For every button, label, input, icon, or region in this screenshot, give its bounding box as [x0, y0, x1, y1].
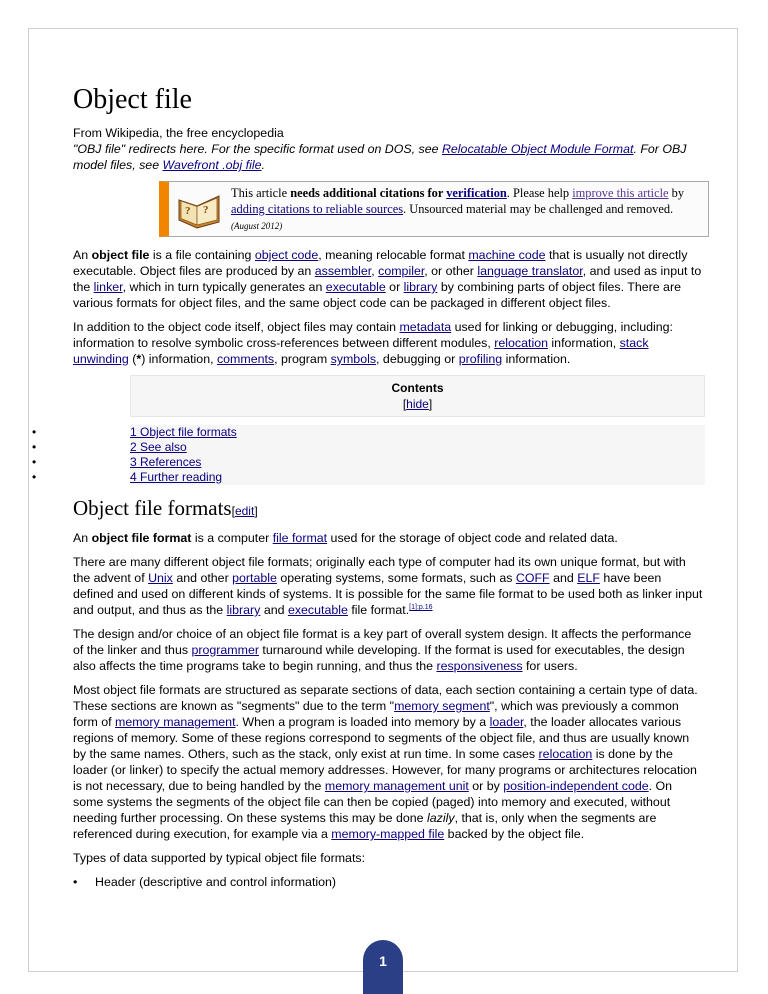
- link-pic[interactable]: position-independent code: [503, 779, 649, 793]
- link-adding-citations[interactable]: adding citations to reliable sources: [231, 202, 404, 216]
- from-line: From Wikipedia, the free encyclopedia: [73, 126, 284, 140]
- citation-1[interactable]: [1]:p.16: [409, 603, 433, 611]
- bullet-icon: •: [32, 425, 37, 439]
- types-list: [73, 874, 705, 890]
- link-portable[interactable]: portable: [232, 571, 277, 585]
- link-relocatable-object-module-format[interactable]: Relocatable Object Module Format: [441, 142, 634, 156]
- paragraph-format-def: An object file format is a computer file format used for the storage of object code and related data.: [73, 531, 618, 545]
- paragraph-metadata: In addition to the object code itself, object files may contain metadata used for linking or debugging, including: information to resolve symbolic cross-references between different modules, relocation information, stack unwinding (*) information, comments, program symbols, debugging or profiling information.: [73, 320, 673, 366]
- link-memory-segment[interactable]: memory segment: [394, 699, 490, 713]
- link-elf[interactable]: ELF: [577, 571, 600, 585]
- link-stack-unwinding[interactable]: stack unwinding: [73, 336, 649, 366]
- link-programmer[interactable]: programmer: [191, 643, 259, 657]
- page-number: 1: [363, 940, 403, 994]
- toc-list: [32, 425, 705, 485]
- list-item: • Header (descriptive and control information): [73, 875, 337, 889]
- paragraph-formats: There are many different object file formats; originally each type of computer had its own unique format, but with the advent of Unix and other portable operating systems, some formats, such as COFF and ELF have been defined and used on different kinds of systems. It is possible for the same file format to be used both as linker input and output, and thus as the library and executable file format.$^{[1]:p.16}$: [73, 555, 703, 617]
- link-library-2[interactable]: library: [226, 603, 261, 617]
- toc-item: [32, 470, 705, 485]
- citation-notice: [159, 181, 709, 237]
- link-responsiveness[interactable]: responsiveness: [436, 659, 523, 673]
- link-coff[interactable]: COFF: [515, 571, 550, 585]
- toc-hide-link[interactable]: hide: [406, 397, 429, 411]
- link-object-code[interactable]: object code: [254, 248, 319, 262]
- link-machine-code[interactable]: machine code: [468, 248, 546, 262]
- link-comments[interactable]: comments: [216, 352, 275, 366]
- link-memory-management[interactable]: memory management: [115, 715, 236, 729]
- toc-link-further-reading[interactable]: 4 Further reading: [130, 470, 223, 484]
- hatnote: "OBJ file" redirects here. For the specific format used on DOS, see Relocatable Object Module Format. For OBJ model files, see Wavefront .obj file.: [73, 142, 687, 172]
- link-profiling[interactable]: profiling: [458, 352, 503, 366]
- toc-link-see-also[interactable]: 2 See also: [130, 440, 187, 454]
- toc-title: Contents: [391, 381, 444, 395]
- link-mmu[interactable]: memory management unit: [324, 779, 469, 793]
- link-loader[interactable]: loader: [489, 715, 524, 729]
- link-memory-mapped-file[interactable]: memory-mapped file: [331, 827, 445, 841]
- bullet-icon: •: [32, 455, 37, 469]
- toc-hide-control: [hide]: [402, 397, 433, 411]
- paragraph-intro: An object file is a file containing object code, meaning relocable format machine code that is usually not directly executable. Object files are produced by an assembler, compiler, or other language translator, and used as input to the linker, which in turn typically generates an executable or library by combining parts of object files. There are various formats for object files, and the same object code can be packaged in different object files.: [73, 248, 702, 310]
- link-file-format[interactable]: file format: [272, 531, 328, 545]
- link-linker[interactable]: linker: [93, 280, 123, 294]
- paragraph-types: Types of data supported by typical object file formats:: [73, 851, 366, 865]
- bullet-icon: •: [32, 440, 37, 454]
- svg-text:?: ?: [203, 204, 209, 216]
- notice-date: (August 2012): [231, 221, 283, 231]
- link-language-translator[interactable]: language translator: [477, 264, 583, 278]
- link-unix[interactable]: Unix: [148, 571, 173, 585]
- toc-item: [32, 440, 705, 455]
- link-relocation-2[interactable]: relocation: [538, 747, 593, 761]
- toc: [130, 375, 705, 417]
- link-library[interactable]: library: [403, 280, 438, 294]
- toc-link-object-file-formats[interactable]: 1 Object file formats: [130, 425, 237, 439]
- link-symbols[interactable]: symbols: [330, 352, 377, 366]
- toc-item: [32, 455, 705, 470]
- link-verification[interactable]: verification: [446, 186, 507, 200]
- book-question-icon: [177, 190, 221, 230]
- section-heading: Object file formats[edit]: [73, 496, 258, 520]
- toc-link-references[interactable]: 3 References: [130, 455, 202, 469]
- toc-item: [32, 425, 705, 440]
- bullet-icon: •: [73, 875, 78, 889]
- link-assembler[interactable]: assembler: [314, 264, 372, 278]
- link-executable-2[interactable]: executable: [287, 603, 348, 617]
- svg-text:?: ?: [185, 205, 191, 217]
- citation-notice-text: This article needs additional citations for verification. Please help improve this article by adding citations to reliable sources. Unsourced material may be challenged and removed. (August 2012): [231, 186, 685, 231]
- paragraph-design: The design and/or choice of an object file format is a key part of overall system design. It affects the performance of the linker and thus programmer turnaround while developing. If the format is used for executables, the design also affects the time programs take to begin running, and thus the responsiveness for users.: [73, 627, 692, 673]
- section-edit-link[interactable]: edit: [234, 504, 255, 518]
- link-relocation[interactable]: relocation: [494, 336, 548, 350]
- link-metadata[interactable]: metadata: [399, 320, 452, 334]
- article: [32, 84, 705, 890]
- bullet-icon: •: [32, 470, 37, 484]
- link-compiler[interactable]: compiler: [378, 264, 425, 278]
- link-executable[interactable]: executable: [325, 280, 386, 294]
- page-title: Object file: [73, 84, 192, 115]
- link-improve-article[interactable]: improve this article: [572, 186, 669, 200]
- link-wavefront-obj[interactable]: Wavefront .obj file: [162, 158, 262, 172]
- paragraph-segments: Most object file formats are structured as separate sections of data, each section containing a certain type of data. These sections are known as "segments" due to the term "memory segment", which was previously a common form of memory management. When a program is loaded into memory by a loader, the loader allocates various regions of memory. Some of these regions correspond to segments of the object file, and thus are usually known by the same names. Others, such as the stack, only exist at run time. In some cases relocation is done by the loader (or linker) to specify the actual memory addresses. However, for many programs or architectures relocation is not necessary, due to being handled by the memory management unit or by position-independent code. On some systems the segments of the object file can then be copied (paged) into memory and executed, without needing further processing. On these systems this may be done lazily, that is, only when the segments are referenced during execution, for example via a memory-mapped file backed by the object file.: [73, 683, 698, 841]
